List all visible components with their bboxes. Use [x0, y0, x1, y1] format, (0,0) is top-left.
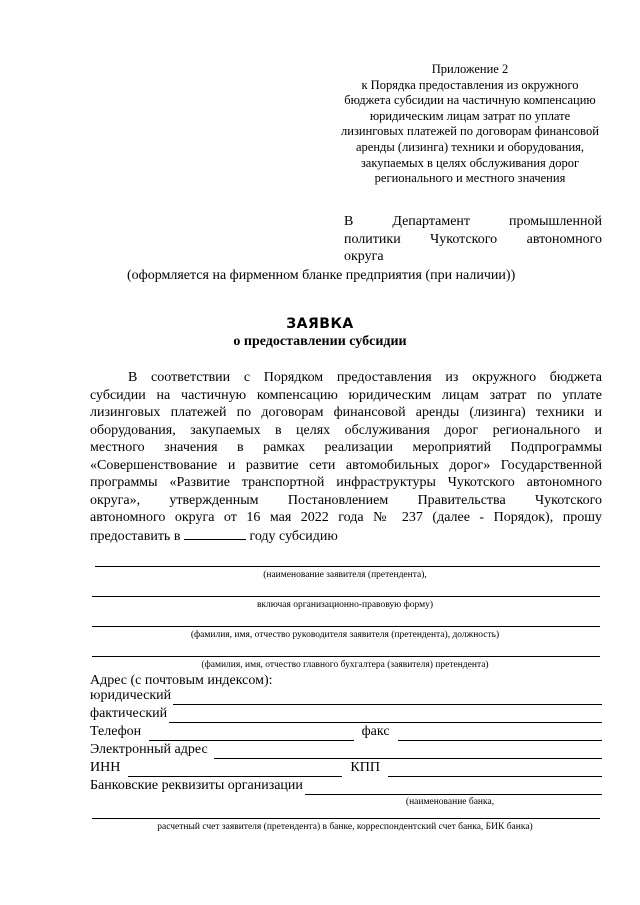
document-title: ЗАЯВКА	[286, 316, 354, 332]
appendix-line: аренды (лизинга) техники и оборудования,	[355, 139, 585, 154]
body-line: автономного округа от 16 мая 2022 года № 237 (далее - Порядок), прошу	[90, 510, 602, 525]
body-line: В соответствии с Порядком предоставления из окружного бюджета	[128, 370, 602, 385]
accountant-line[interactable]	[92, 656, 600, 657]
appendix-line: к Порядка предоставления из окружного	[361, 77, 579, 92]
body-line: лизинговых платежей по договорам финансовой аренды (лизинга) техники и	[90, 405, 602, 420]
inn-line[interactable]	[128, 763, 342, 777]
appendix-line: бюджета субсидии на частичную компенсацию	[344, 93, 596, 108]
actual-address-line[interactable]	[169, 709, 602, 723]
director-line[interactable]	[92, 626, 600, 627]
body-paragraph	[90, 369, 602, 545]
body-line: программы «Развитие транспортной инфраструктуры Чукотского автономного	[90, 475, 602, 490]
addressee-line: политики Чукотского автономного	[344, 231, 602, 247]
body-line: оборудования, закупаемых в целях обслуживания дорог регионального и	[90, 422, 602, 438]
addressee-line: В Департамент промышленной	[344, 214, 602, 229]
fax-label: факс	[361, 724, 390, 739]
appendix-line: закупаемых в целях обслуживания дорог	[360, 155, 580, 170]
addressee-block	[344, 213, 602, 266]
body-line: субсидии на частичную компенсацию юридическим лицам затрат по уплате	[90, 387, 602, 403]
caption-applicant-name: (наименование заявителя (претендента),	[263, 570, 427, 580]
legal-address-field[interactable]	[90, 687, 602, 705]
actual-address-field[interactable]	[90, 705, 602, 723]
appendix-line: Приложение 2	[431, 62, 509, 76]
appendix-header	[322, 62, 618, 187]
caption-bank-account: расчетный счет заявителя (претендента) в банке, корреспондентский счет банка, БИК банка)	[157, 822, 533, 832]
legal-form-line[interactable]	[92, 596, 600, 597]
phone-line[interactable]	[149, 727, 353, 741]
email-label: Электронный адрес	[90, 742, 208, 757]
inn-kpp-field[interactable]	[90, 759, 602, 777]
kpp-line[interactable]	[388, 763, 602, 777]
bank-line[interactable]	[305, 781, 602, 795]
applicant-name-line[interactable]	[95, 566, 600, 567]
body-line: округа», утвержденным Постановлением Правительства Чукотского	[90, 492, 602, 508]
phone-label: Телефон	[90, 724, 142, 739]
caption-director: (фамилия, имя, отчество руководителя заявителя (претендента), должность)	[190, 630, 500, 640]
legal-address-line[interactable]	[173, 691, 602, 705]
kpp-label: КПП	[350, 760, 380, 775]
caption-accountant: (фамилия, имя, отчество главного бухгалтера (заявителя) претендента)	[201, 660, 489, 670]
caption-legal-form: включая организационно-правовую форму)	[256, 600, 434, 610]
document-subtitle: о предоставлении субсидии	[233, 334, 407, 349]
address-heading: Адрес (с почтовым индексом):	[90, 673, 273, 688]
body-last-line	[90, 527, 602, 546]
inn-label: ИНН	[90, 760, 121, 775]
letterhead-note: (оформляется на фирменном бланке предприятия (при наличии))	[127, 268, 516, 283]
body-last-prefix: предоставить в	[90, 528, 181, 544]
appendix-line: лизинговых платежей по договорам финансовой	[341, 124, 599, 139]
body-last-suffix: году субсидию	[249, 528, 338, 544]
body-line: «Совершенствование и развитие сети автомобильных дорог» Государственной	[90, 457, 602, 473]
appendix-line: юридическим лицам затрат по уплате	[369, 108, 571, 123]
actual-address-label: фактический	[90, 706, 168, 721]
bank-label: Банковские реквизиты организации	[90, 778, 303, 793]
fax-line[interactable]	[398, 727, 602, 741]
email-line[interactable]	[214, 745, 602, 759]
addressee-line: округа	[344, 249, 384, 264]
phone-fax-field[interactable]	[90, 723, 602, 741]
appendix-line: регионального и местного значения	[374, 171, 566, 186]
bank-field[interactable]	[90, 777, 602, 795]
legal-address-label: юридический	[90, 688, 172, 703]
bank-account-line[interactable]	[92, 818, 600, 819]
caption-bank-name: (наименование банка,	[405, 797, 495, 807]
email-field[interactable]	[90, 741, 602, 759]
body-line: местного значения в рамках реализации мероприятий Подпрограммы	[90, 440, 602, 455]
year-blank[interactable]	[184, 527, 246, 540]
